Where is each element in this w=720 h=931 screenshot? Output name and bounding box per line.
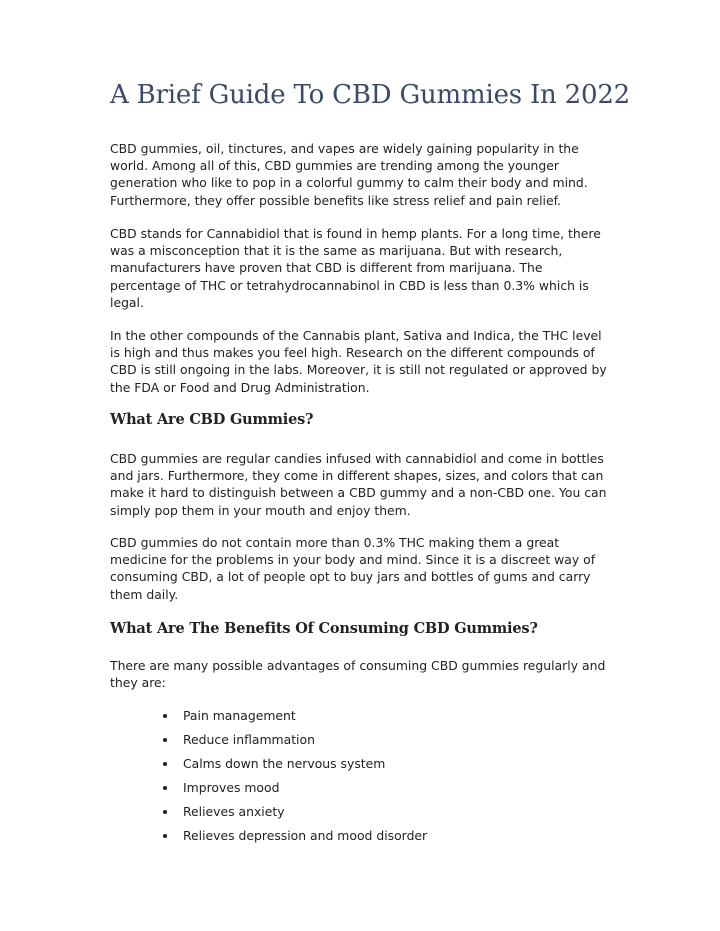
document-title: A Brief Guide To CBD Gummies In 2022	[110, 80, 631, 110]
list-item-label: Relieves anxiety	[183, 804, 285, 819]
intro-paragraph-3: In the other compounds of the Cannabis plant, Sativa and Indica, the THC level is high and thus makes you feel high. Research on the different compounds of CBD is still ongoing in the labs. Moreover, it is still not regulated or approved by the FDA or Food and Drug Administration.	[110, 328, 607, 395]
bullet-icon	[163, 810, 167, 814]
list-item	[163, 802, 427, 826]
bullet-icon	[163, 714, 167, 718]
benefits-list	[163, 706, 427, 850]
list-item	[163, 706, 427, 730]
list-item	[163, 730, 427, 754]
list-item-label: Calms down the nervous system	[183, 756, 386, 771]
intro-paragraph-2: CBD stands for Cannabidiol that is found in hemp plants. For a long time, there was a misconception that it is the same as marijuana. But with research, manufacturers have proven that CBD is different from marijuana. The percentage of THC or tetrahydrocannabinol in CBD is less than 0.3% which is legal.	[110, 226, 601, 310]
intro-paragraph-1: CBD gummies, oil, tinctures, and vapes are widely gaining popularity in the world. Among all of this, CBD gummies are trending among the younger generation who like to pop in a colorful gummy to calm their body and mind. Furthermore, they offer possible benefits like stress relief and pain relief.	[110, 141, 588, 208]
list-item	[163, 778, 427, 802]
section-heading-what-are-cbd-gummies: What Are CBD Gummies?	[110, 411, 314, 428]
section2-intro: There are many possible advantages of consuming CBD gummies regularly and they are:	[110, 658, 606, 691]
section1-paragraph-1: CBD gummies are regular candies infused with cannabidiol and come in bottles and jars. Furthermore, they come in different shapes, sizes, and colors that can make it hard to distinguish between a CBD gummy and a non-CBD one. You can simply pop them in your mouth and enjoy them.	[110, 451, 607, 518]
bullet-icon	[163, 738, 167, 742]
list-item-label: Reduce inflammation	[183, 732, 315, 747]
bullet-icon	[163, 762, 167, 766]
list-item-label: Improves mood	[183, 780, 280, 795]
section-heading-benefits: What Are The Benefits Of Consuming CBD Gummies?	[110, 620, 538, 637]
list-item-label: Relieves depression and mood disorder	[183, 828, 428, 843]
list-item	[163, 826, 427, 850]
bullet-icon	[163, 834, 167, 838]
list-item-label: Pain management	[183, 708, 296, 723]
list-item	[163, 754, 427, 778]
section1-paragraph-2: CBD gummies do not contain more than 0.3% THC making them a great medicine for the problems in your body and mind. Since it is a discreet way of consuming CBD, a lot of people opt to buy jars and bottles of gums and carry them daily.	[110, 535, 596, 602]
bullet-icon	[163, 786, 167, 790]
